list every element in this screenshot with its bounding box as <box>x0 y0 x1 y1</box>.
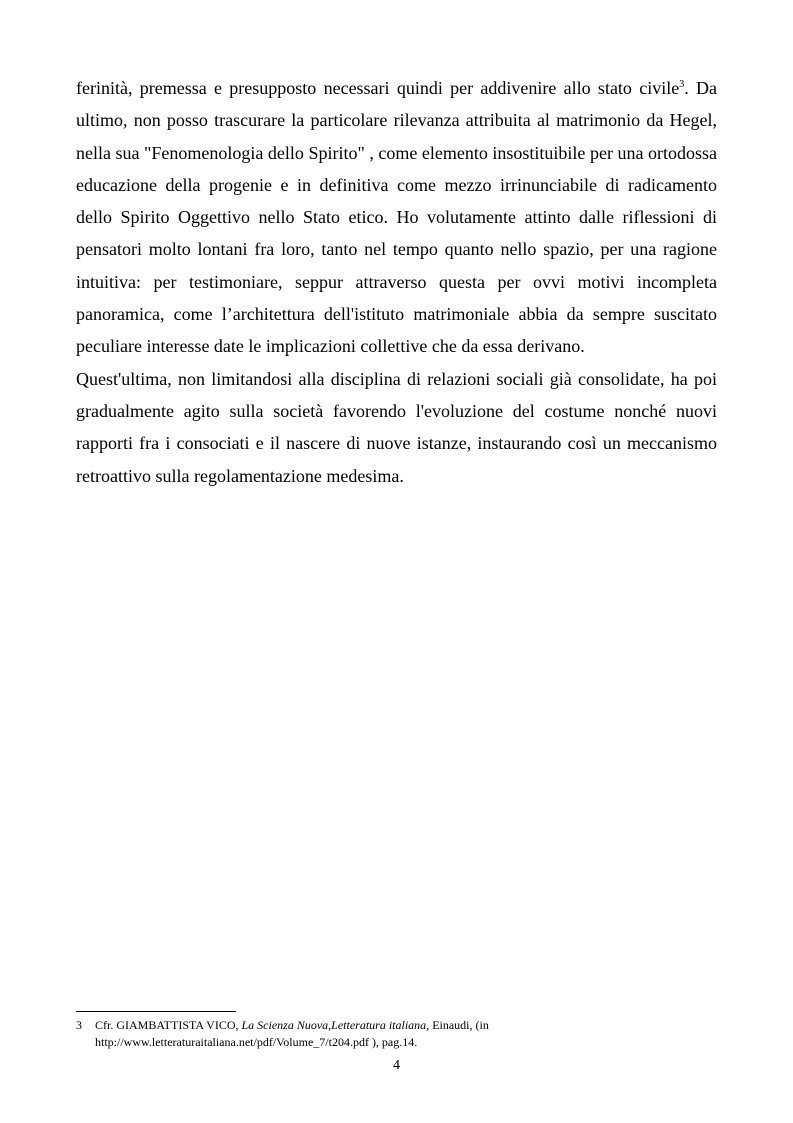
paragraph: Quest'ultima, non limitandosi alla disciplina di relazioni sociali già consolidate, ha poi gradualmente agito sulla società favorendo l'evoluzione del costume nonché nuovi rapporti fra i consociati e il nascere di nuove istanze, instaurando così un meccanismo retroattivo sulla regolamentazione medesima. <box>76 368 717 486</box>
footnote-series-title: Letteratura italiana <box>331 1018 427 1032</box>
paragraph-text: ferinità, premessa e presupposto necessari quindi per addivenire allo stato civile <box>76 78 680 98</box>
footnote-number: 3 <box>76 1018 82 1032</box>
paragraph <box>76 72 717 363</box>
footnote-separator-text: , <box>328 1018 332 1032</box>
footnote-work-title: La Scienza Nuova <box>241 1018 329 1032</box>
footnote-suffix: , Einaudi, (in http://www.letteraturaitaliana.net/pdf/Volume_7/t204.pdf ), pag.14. <box>95 1018 489 1049</box>
body-text <box>76 72 717 492</box>
footnote-separator <box>76 1011 236 1012</box>
page-number: 4 <box>393 1058 400 1073</box>
paragraph-text: . Da ultimo, non posso trascurare la particolare rilevanza attribuita al matrimonio da Hegel, nella sua "Fenomenologia dello Spirito" , come elemento insostituibile per una ortodossa educazione della progenie e in definitiva come mezzo irrinunciabile di radicamento dello Spirito Oggettivo nello Stato etico. Ho volutamente attinto dalle riflessioni di pensatori molto lontani fra loro, tanto nel tempo quanto nello spazio, per una ragione intuitiva: per testimoniare, seppur attraverso questa per ovvi motivi incompleta panoramica, come l’architettura dell'istituto matrimoniale abbia da sempre suscitato peculiare interesse date le implicazioni collettive che da essa derivano. <box>76 78 717 357</box>
footnote-reference[interactable]: 3 <box>679 79 685 90</box>
footnote <box>76 1017 717 1051</box>
footnote-prefix: Cfr. GIAMBATTISTA VICO, <box>95 1018 242 1032</box>
footnote-text <box>95 1017 717 1051</box>
